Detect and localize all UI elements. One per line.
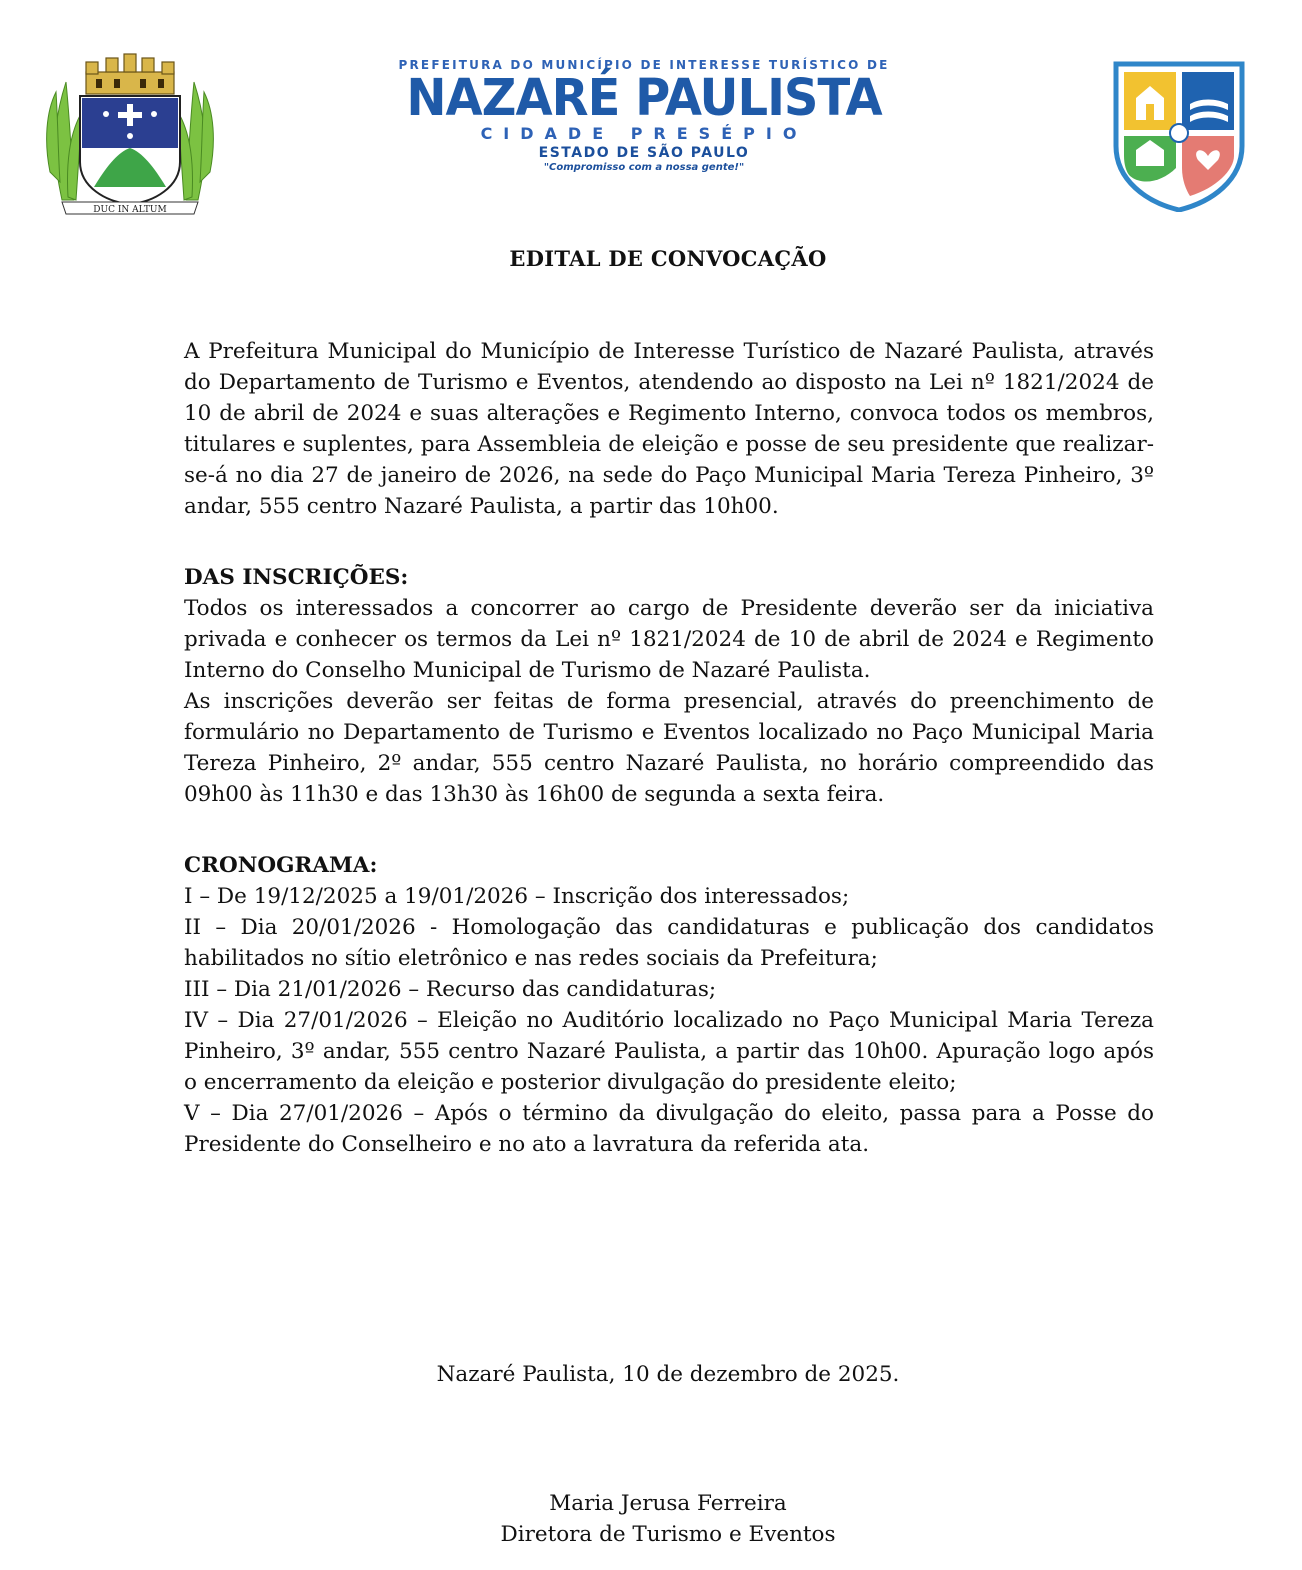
inscricoes-paragraph-2: As inscrições deverão ser feitas de forma presencial, através do preenchimento de formulário no Departamento de Turismo e Eventos localizado no Paço Municipal Maria Tereza Pinheiro, 2º andar, 555 centro Nazaré Paulista, no horário compreendido das 09h00 às 11h30 e das 13h30 às 16h00 de segunda a sexta feira.	[184, 689, 1154, 807]
date-line: Nazaré Paulista, 10 de dezembro de 2025.	[436, 1362, 900, 1387]
inscricoes-paragraph-1: Todos os interessados a concorrer ao cargo de Presidente deverão ser da iniciativa privada e conhecer os termos da Lei nº 1821/2024 de 10 de abril de 2024 e Regimento Interno do Conselho Municipal de Turismo de Nazaré Paulista.	[184, 596, 1154, 683]
brand-motto: "Compromisso com a nossa gente!"	[543, 162, 745, 173]
cronograma-item: I – De 19/12/2025 a 19/01/2026 – Inscrição dos interessados;	[184, 884, 850, 909]
cronograma-item: IV – Dia 27/01/2026 – Eleição no Auditório localizado no Paço Municipal Maria Tereza Pinheiro, 3º andar, 555 centro Nazaré Paulista, a partir das 10h00. Apuração logo após o encerramento da eleição e posterior divulgação do presidente eleito;	[184, 1008, 1154, 1095]
municipal-coat-of-arms	[44, 52, 216, 218]
cronograma-heading: CRONOGRAMA:	[184, 853, 378, 878]
inscricoes-heading: DAS INSCRIÇÕES:	[184, 565, 409, 590]
signatory-role: Diretora de Turismo e Eventos	[500, 1522, 836, 1547]
brand-name: NAZARÉ PAULISTA	[406, 68, 882, 128]
intro-paragraph: A Prefeitura Municipal do Município de Interesse Turístico de Nazaré Paulista, através do Departamento de Turismo e Eventos, atendendo ao disposto na Lei nº 1821/2024 de 10 de abril de 2024 e suas alterações e Regimento Interno, convoca todos os membros, titulares e suplentes, para Assembleia de eleição e posse de seu presidente que realizar-se-á no dia 27 de janeiro de 2026, na sede do Paço Municipal Maria Tereza Pinheiro, 3º andar, 555 centro Nazaré Paulista, a partir das 10h00.	[184, 339, 1154, 519]
document-body	[184, 336, 1154, 1160]
municipality-brand	[380, 58, 908, 173]
coat-motto-text: DUC IN ALTUM	[93, 205, 167, 215]
letterhead	[0, 0, 1302, 220]
document-title: EDITAL DE CONVOCAÇÃO	[509, 246, 827, 271]
signatory-name: Maria Jerusa Ferreira	[549, 1491, 787, 1516]
brand-cidade: CIDADE PRESÉPIO	[480, 124, 808, 143]
brand-estado: ESTADO DE SÃO PAULO	[538, 145, 750, 161]
signature-block	[0, 1488, 1302, 1550]
brand-line1: PREFEITURA DO MUNICÍPIO DE INTERESSE TURÍSTICO DE	[398, 58, 890, 72]
cronograma-item: V – Dia 27/01/2026 – Após o término da divulgação do eleito, passa para a Posse do Presidente do Conselheiro e no ato a lavratura da referida ata.	[184, 1101, 1154, 1157]
cronograma-item: III – Dia 21/01/2026 – Recurso das candidaturas;	[184, 977, 717, 1002]
cronograma-item: II – Dia 20/01/2026 - Homologação das candidaturas e publicação dos candidatos habilitados no sítio eletrônico e nas redes sociais da Prefeitura;	[184, 915, 1154, 971]
tourism-council-logo	[1112, 60, 1246, 212]
